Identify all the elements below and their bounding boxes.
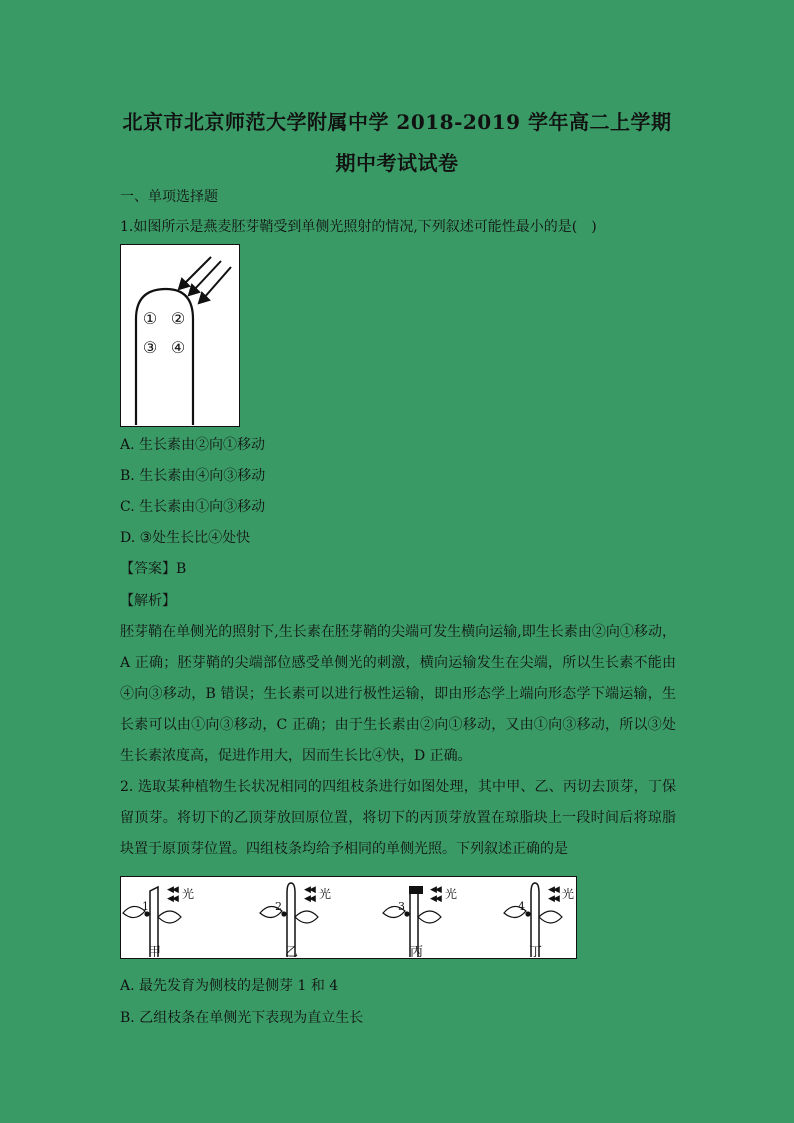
q2-option-b: B. 乙组枝条在单侧光下表现为直立生长 — [120, 1010, 364, 1026]
label-1: ① — [142, 309, 158, 328]
branch-group-yi — [260, 883, 331, 957]
label-4: ④ — [170, 338, 186, 357]
light-label: 光 — [319, 887, 332, 901]
q1-option-c: C. 生长素由①向③移动 — [120, 499, 266, 515]
leaf-icon — [295, 911, 318, 923]
group-name: 甲 — [148, 945, 162, 957]
bud-label: 1 — [142, 900, 149, 913]
lateral-bud-icon — [281, 911, 286, 916]
light-label: 光 — [562, 887, 575, 901]
light-arrows-icon: ◀◀ — [304, 885, 314, 895]
light-label: 光 — [445, 887, 458, 901]
light-arrows-icon: ◀◀ — [430, 885, 440, 895]
leaf-icon — [158, 911, 181, 923]
q1-option-d: D. ③处生长比④处快 — [120, 530, 251, 546]
lateral-bud-icon — [525, 911, 530, 916]
q2-option-a: A. 最先发育为侧枝的是侧芽 1 和 4 — [120, 978, 339, 994]
light-arrows-icon: ◀◀ — [167, 894, 177, 904]
light-arrows-icon: ◀◀ — [167, 885, 177, 895]
bud-label: 3 — [398, 900, 405, 913]
group-name: 乙 — [285, 945, 299, 957]
group-name: 丁 — [529, 945, 543, 957]
q1-stem: 1.如图所示是燕麦胚芽鞘受到单侧光照射的情况,下列叙述可能性最小的是( ) — [120, 219, 597, 235]
branch-group-bing — [383, 885, 457, 957]
lateral-bud-icon — [404, 911, 409, 916]
light-arrows-icon: ◀◀ — [548, 885, 558, 895]
light-arrows-icon: ◀◀ — [304, 894, 314, 904]
q1-analysis-heading: 【解析】 — [120, 593, 176, 609]
q1-answer: 【答案】B — [120, 561, 187, 577]
q1-analysis-text: 胚芽鞘在单侧光的照射下,生长素在胚芽鞘的尖端可发生横向运输,即生长素由②向①移动，A 正确；胚芽鞘的尖端部位感受单侧光的刺激，横向运输发生在尖端，所以生长素不能由④向③移动，B 错误；生长素可以进行极性运输，即由形态学上端向形态学下端运输，生长素可以由①向③移动，C 正确；由于生长素由②向①移动，又由①向③移动，所以③处生长素浓度高，促进作用大，因而生长比④快，D 正确。 — [120, 624, 676, 764]
group-name: 丙 — [410, 945, 424, 957]
leaf-icon — [539, 911, 562, 923]
bud-label: 2 — [275, 900, 282, 913]
branch-group-jia — [123, 885, 194, 957]
branches-diagram — [121, 877, 575, 957]
agar-block-icon — [409, 886, 423, 894]
q2-branches-figure — [120, 876, 577, 959]
bud-label: 4 — [518, 900, 525, 913]
doc-title-line1: 北京市北京师范大学附属中学 2018-2019 学年高二上学期 — [122, 110, 672, 134]
branch-group-ding — [504, 883, 574, 957]
q1-option-b: B. 生长素由④向③移动 — [120, 468, 266, 484]
q2-stem: 2. 选取某种植物生长状况相同的四组枝条进行如图处理，其中甲、乙、丙切去顶芽，丁保留顶芽。将切下的乙顶芽放回原位置，将切下的丙顶芽放置在琼脂块上一段时间后将琼脂块置于原顶芽位置。四组枝条均给予相同的单侧光照。下列叙述正确的是 — [120, 779, 676, 857]
doc-title-line2: 期中考试试卷 — [335, 151, 459, 175]
q1-option-a: A. 生长素由②向①移动 — [120, 437, 266, 453]
light-arrows-icon: ◀◀ — [548, 894, 558, 904]
section-heading: 一、单项选择题 — [120, 189, 218, 205]
light-arrows-icon: ◀◀ — [430, 894, 440, 904]
light-label: 光 — [182, 887, 195, 901]
leaf-icon — [418, 911, 441, 923]
label-2: ② — [170, 309, 186, 328]
coleoptile-diagram — [121, 245, 238, 425]
label-3: ③ — [142, 338, 158, 357]
q1-coleoptile-figure — [120, 244, 240, 427]
